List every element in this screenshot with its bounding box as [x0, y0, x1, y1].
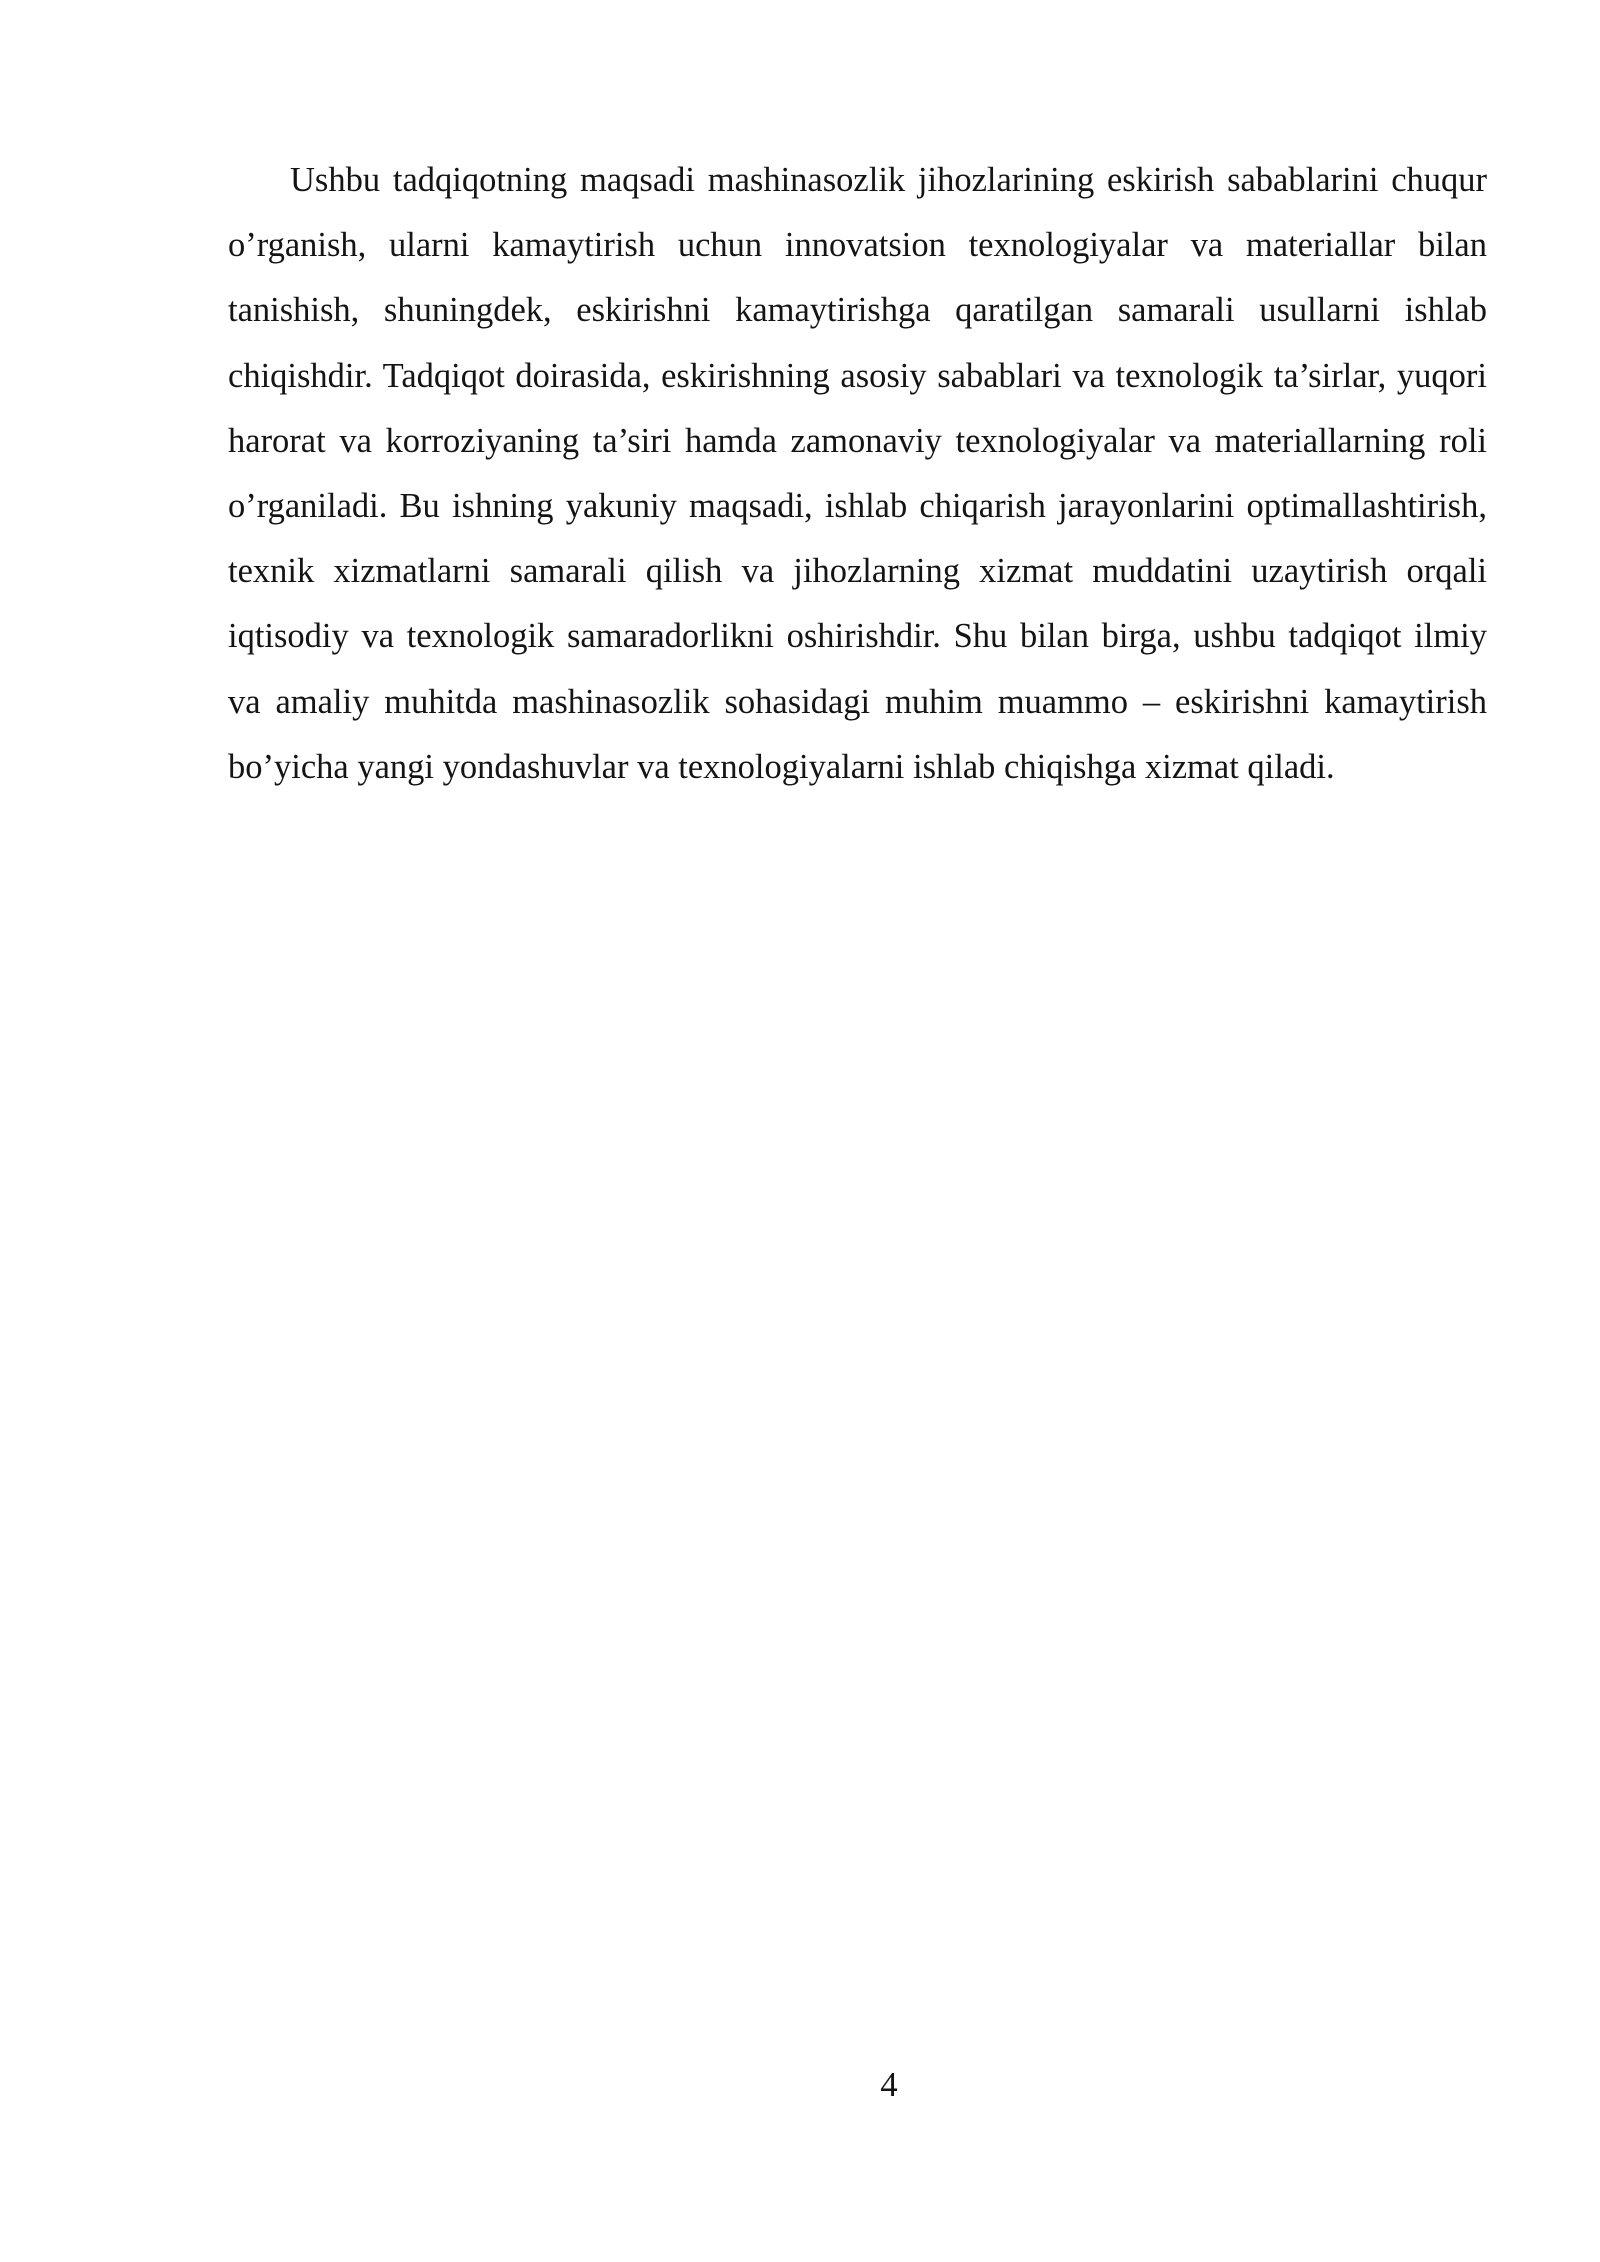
page-number: 4 — [880, 2066, 898, 2104]
body-paragraph: Ushbu tadqiqotning maqsadi mashinasozlik jihozlarining eskirish sabablarini chuqur o’rganish, ularni kamaytirish uchun innovatsion texnologiyalar va materiallar bilan tanishish, shuningdek, eskirishni kamaytirishga qaratilgan samarali usullarni ishlab chiqishdir. Tadqiqot doirasida, eskirishning asosiy sabablari va texnologik ta’sirlar, yuqori harorat va korroziyaning ta’siri hamda zamonaviy texnologiyalar va materiallarning roli o’rganiladi. Bu ishning yakuniy maqsadi, ishlab chiqarish jarayonlarini optimallashtirish, texnik xizmatlarni samarali qilish va jihozlarning xizmat muddatini uzaytirish orqali iqtisodiy va texnologik samaradorlikni oshirishdir. Shu bilan birga, ushbu tadqiqot ilmiy va amaliy muhitda mashinasozlik sohasidagi muhim muammo – eskirishni kamaytirish bo’yicha yangi yondashuvlar va texnologiyalarni ishlab chiqishga xizmat qiladi. — [228, 161, 1487, 786]
